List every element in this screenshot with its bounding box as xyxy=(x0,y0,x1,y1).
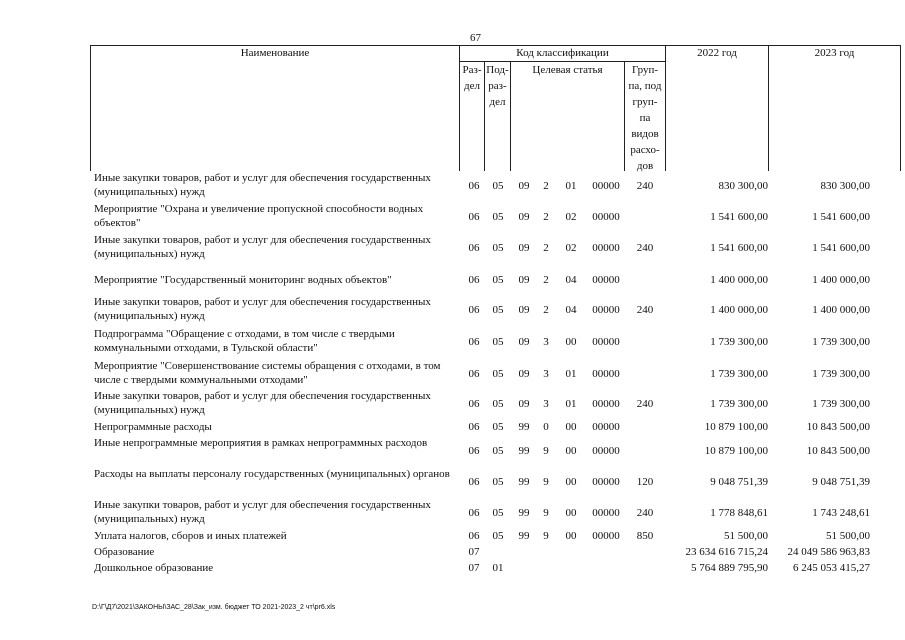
cell-pr: 01 xyxy=(492,562,504,574)
cell-d: 00000 xyxy=(592,476,620,488)
cell-c: 00 xyxy=(565,336,577,348)
cell-pr: 05 xyxy=(492,445,504,457)
cell-c: 00 xyxy=(565,476,577,488)
header-border-2022 xyxy=(768,45,769,171)
cell-v2: 10 843 500,00 xyxy=(806,421,870,433)
cell-v1: 1 400 000,00 xyxy=(710,304,768,316)
header-razdel: Раз- дел xyxy=(462,64,482,92)
row-name: Расходы на выплаты персоналу государственных (муниципальных) органов xyxy=(94,468,450,480)
row-name: Дошкольное образование xyxy=(94,562,214,574)
cell-d: 00000 xyxy=(592,398,620,410)
cell-b: 0 xyxy=(543,421,549,433)
cell-d: 00000 xyxy=(592,507,620,519)
cell-v1: 10 879 100,00 xyxy=(704,445,768,457)
cell-c: 01 xyxy=(565,180,577,192)
cell-v2: 9 048 751,39 xyxy=(812,476,870,488)
cell-v2: 1 739 300,00 xyxy=(812,336,870,348)
cell-r: 07 xyxy=(468,562,480,574)
cell-v1: 1 541 600,00 xyxy=(710,211,768,223)
cell-v1: 23 634 616 715,24 xyxy=(685,546,768,558)
cell-v1: 1 739 300,00 xyxy=(710,398,768,410)
cell-b: 2 xyxy=(543,180,549,192)
table-row xyxy=(0,545,905,559)
cell-pr: 05 xyxy=(492,336,504,348)
cell-c: 00 xyxy=(565,445,577,457)
cell-c: 00 xyxy=(565,530,577,542)
cell-r: 06 xyxy=(468,274,480,286)
header-2023: 2023 год xyxy=(814,47,855,59)
cell-a: 99 xyxy=(518,421,530,433)
cell-pr: 05 xyxy=(492,398,504,410)
cell-a: 99 xyxy=(518,530,530,542)
cell-c: 04 xyxy=(565,274,577,286)
cell-a: 09 xyxy=(518,336,530,348)
cell-v1: 1 400 000,00 xyxy=(710,274,768,286)
row-name: Уплата налогов, сборов и иных платежей xyxy=(94,530,287,542)
cell-v2: 1 400 000,00 xyxy=(812,304,870,316)
cell-v1: 10 879 100,00 xyxy=(704,421,768,433)
cell-b: 3 xyxy=(543,368,549,380)
cell-d: 00000 xyxy=(592,530,620,542)
cell-d: 00000 xyxy=(592,368,620,380)
cell-c: 00 xyxy=(565,507,577,519)
row-name: Иные закупки товаров, работ и услуг для обеспечения государственных (муниципальных) нужд xyxy=(94,296,431,322)
header-2022: 2022 год xyxy=(697,47,737,59)
cell-b: 9 xyxy=(543,445,549,457)
cell-c: 01 xyxy=(565,398,577,410)
cell-d: 00000 xyxy=(592,180,620,192)
row-name: Подпрограмма "Обращение с отходами, в том числе с твердыми коммунальными отходами, в Тульской области" xyxy=(94,328,395,354)
cell-pr: 05 xyxy=(492,368,504,380)
cell-v1: 830 300,00 xyxy=(718,180,768,192)
cell-g: 240 xyxy=(636,304,654,316)
cell-v2: 51 500,00 xyxy=(826,530,870,542)
cell-r: 06 xyxy=(468,398,480,410)
cell-pr: 05 xyxy=(492,180,504,192)
table-row xyxy=(0,561,905,575)
cell-a: 99 xyxy=(518,507,530,519)
cell-v2: 1 541 600,00 xyxy=(812,211,870,223)
cell-v1: 1 739 300,00 xyxy=(710,368,768,380)
row-name: Иные закупки товаров, работ и услуг для обеспечения государственных (муниципальных) нужд xyxy=(94,390,431,416)
header-border-right xyxy=(900,45,901,171)
cell-v1: 5 764 889 795,90 xyxy=(691,562,768,574)
cell-v2: 830 300,00 xyxy=(820,180,870,192)
cell-d: 00000 xyxy=(592,421,620,433)
cell-c: 02 xyxy=(565,242,577,254)
cell-pr: 05 xyxy=(492,304,504,316)
page-number: 67 xyxy=(470,32,481,44)
table-row xyxy=(0,268,905,292)
cell-v1: 1 778 848,61 xyxy=(710,507,768,519)
cell-v2: 24 049 586 963,83 xyxy=(787,546,870,558)
cell-c: 00 xyxy=(565,421,577,433)
cell-b: 9 xyxy=(543,476,549,488)
cell-g: 240 xyxy=(636,398,654,410)
cell-b: 2 xyxy=(543,304,549,316)
cell-v1: 1 739 300,00 xyxy=(710,336,768,348)
cell-v2: 1 743 248,61 xyxy=(812,507,870,519)
cell-a: 09 xyxy=(518,398,530,410)
cell-pr: 05 xyxy=(492,507,504,519)
cell-pr: 05 xyxy=(492,242,504,254)
cell-v2: 1 739 300,00 xyxy=(812,398,870,410)
cell-c: 02 xyxy=(565,211,577,223)
cell-r: 06 xyxy=(468,421,480,433)
header-podrazdel: Под- раз- дел xyxy=(486,64,509,108)
cell-g: 240 xyxy=(636,242,654,254)
header-code: Код классификации xyxy=(516,47,609,59)
row-name: Иные закупки товаров, работ и услуг для обеспечения государственных (муниципальных) нужд xyxy=(94,234,431,260)
cell-b: 9 xyxy=(543,507,549,519)
row-name: Иные закупки товаров, работ и услуг для обеспечения государственных (муниципальных) нужд xyxy=(94,499,431,525)
table-row xyxy=(0,171,905,201)
header-group: Груп- па, под груп- па видов расхо- дов xyxy=(628,64,662,172)
cell-a: 09 xyxy=(518,368,530,380)
table-row xyxy=(0,436,905,466)
cell-v2: 1 541 600,00 xyxy=(812,242,870,254)
cell-r: 06 xyxy=(468,242,480,254)
table-row xyxy=(0,498,905,528)
cell-v2: 1 739 300,00 xyxy=(812,368,870,380)
cell-pr: 05 xyxy=(492,421,504,433)
cell-g: 240 xyxy=(636,180,654,192)
cell-g: 850 xyxy=(636,530,654,542)
header-border-code xyxy=(665,45,666,171)
cell-a: 09 xyxy=(518,180,530,192)
cell-r: 06 xyxy=(468,180,480,192)
header-target: Целевая статья xyxy=(532,64,603,76)
cell-v2: 6 245 053 415,27 xyxy=(793,562,870,574)
cell-r: 06 xyxy=(468,211,480,223)
cell-b: 2 xyxy=(543,242,549,254)
cell-a: 99 xyxy=(518,445,530,457)
cell-a: 09 xyxy=(518,304,530,316)
table-row xyxy=(0,420,905,434)
cell-d: 00000 xyxy=(592,211,620,223)
cell-r: 07 xyxy=(468,546,480,558)
cell-r: 06 xyxy=(468,336,480,348)
cell-b: 2 xyxy=(543,211,549,223)
cell-r: 06 xyxy=(468,530,480,542)
cell-a: 09 xyxy=(518,242,530,254)
cell-pr: 05 xyxy=(492,530,504,542)
cell-d: 00000 xyxy=(592,242,620,254)
cell-v1: 1 541 600,00 xyxy=(710,242,768,254)
cell-pr: 05 xyxy=(492,274,504,286)
cell-b: 9 xyxy=(543,530,549,542)
cell-r: 06 xyxy=(468,445,480,457)
row-name: Мероприятие "Охрана и увеличение пропускной способности водных объектов" xyxy=(94,203,424,229)
cell-b: 3 xyxy=(543,398,549,410)
cell-pr: 05 xyxy=(492,476,504,488)
file-path-footer: D:\Г\Д7\2021\ЗАКОНЫ\ЗАС_28\Зак_изм. бюджет ТО 2021-2023_2 чт\pr6.xls xyxy=(92,604,336,611)
row-name: Мероприятие "Государственный мониторинг водных объектов" xyxy=(94,274,392,286)
cell-v2: 10 843 500,00 xyxy=(806,445,870,457)
cell-r: 06 xyxy=(468,368,480,380)
cell-r: 06 xyxy=(468,476,480,488)
cell-c: 04 xyxy=(565,304,577,316)
cell-d: 00000 xyxy=(592,274,620,286)
row-name: Иные непрограммные мероприятия в рамках непрограммных расходов xyxy=(94,437,428,449)
cell-r: 06 xyxy=(468,304,480,316)
table-row xyxy=(0,389,905,419)
row-name: Мероприятие "Совершенствование системы обращения с отходами, в том числе с твердыми коммунальными отходами" xyxy=(94,360,441,386)
table-row xyxy=(0,202,905,232)
row-name: Иные закупки товаров, работ и услуг для обеспечения государственных (муниципальных) нужд xyxy=(94,172,431,198)
cell-v2: 1 400 000,00 xyxy=(812,274,870,286)
cell-a: 09 xyxy=(518,211,530,223)
cell-b: 3 xyxy=(543,336,549,348)
cell-d: 00000 xyxy=(592,336,620,348)
cell-g: 120 xyxy=(636,476,654,488)
table-row xyxy=(0,359,905,389)
table-row xyxy=(0,467,905,497)
cell-a: 09 xyxy=(518,274,530,286)
table-row xyxy=(0,529,905,543)
cell-d: 00000 xyxy=(592,304,620,316)
cell-d: 00000 xyxy=(592,445,620,457)
header-border-left xyxy=(90,45,91,171)
table-row xyxy=(0,327,905,357)
cell-v1: 9 048 751,39 xyxy=(710,476,768,488)
cell-r: 06 xyxy=(468,507,480,519)
row-name: Непрограммные расходы xyxy=(94,421,212,433)
table-row xyxy=(0,295,905,325)
cell-g: 240 xyxy=(636,507,654,519)
header-name: Наименование xyxy=(240,47,310,59)
cell-c: 01 xyxy=(565,368,577,380)
table-row xyxy=(0,233,905,263)
cell-pr: 05 xyxy=(492,211,504,223)
cell-a: 99 xyxy=(518,476,530,488)
cell-b: 2 xyxy=(543,274,549,286)
cell-v1: 51 500,00 xyxy=(724,530,768,542)
row-name: Образование xyxy=(94,546,155,558)
